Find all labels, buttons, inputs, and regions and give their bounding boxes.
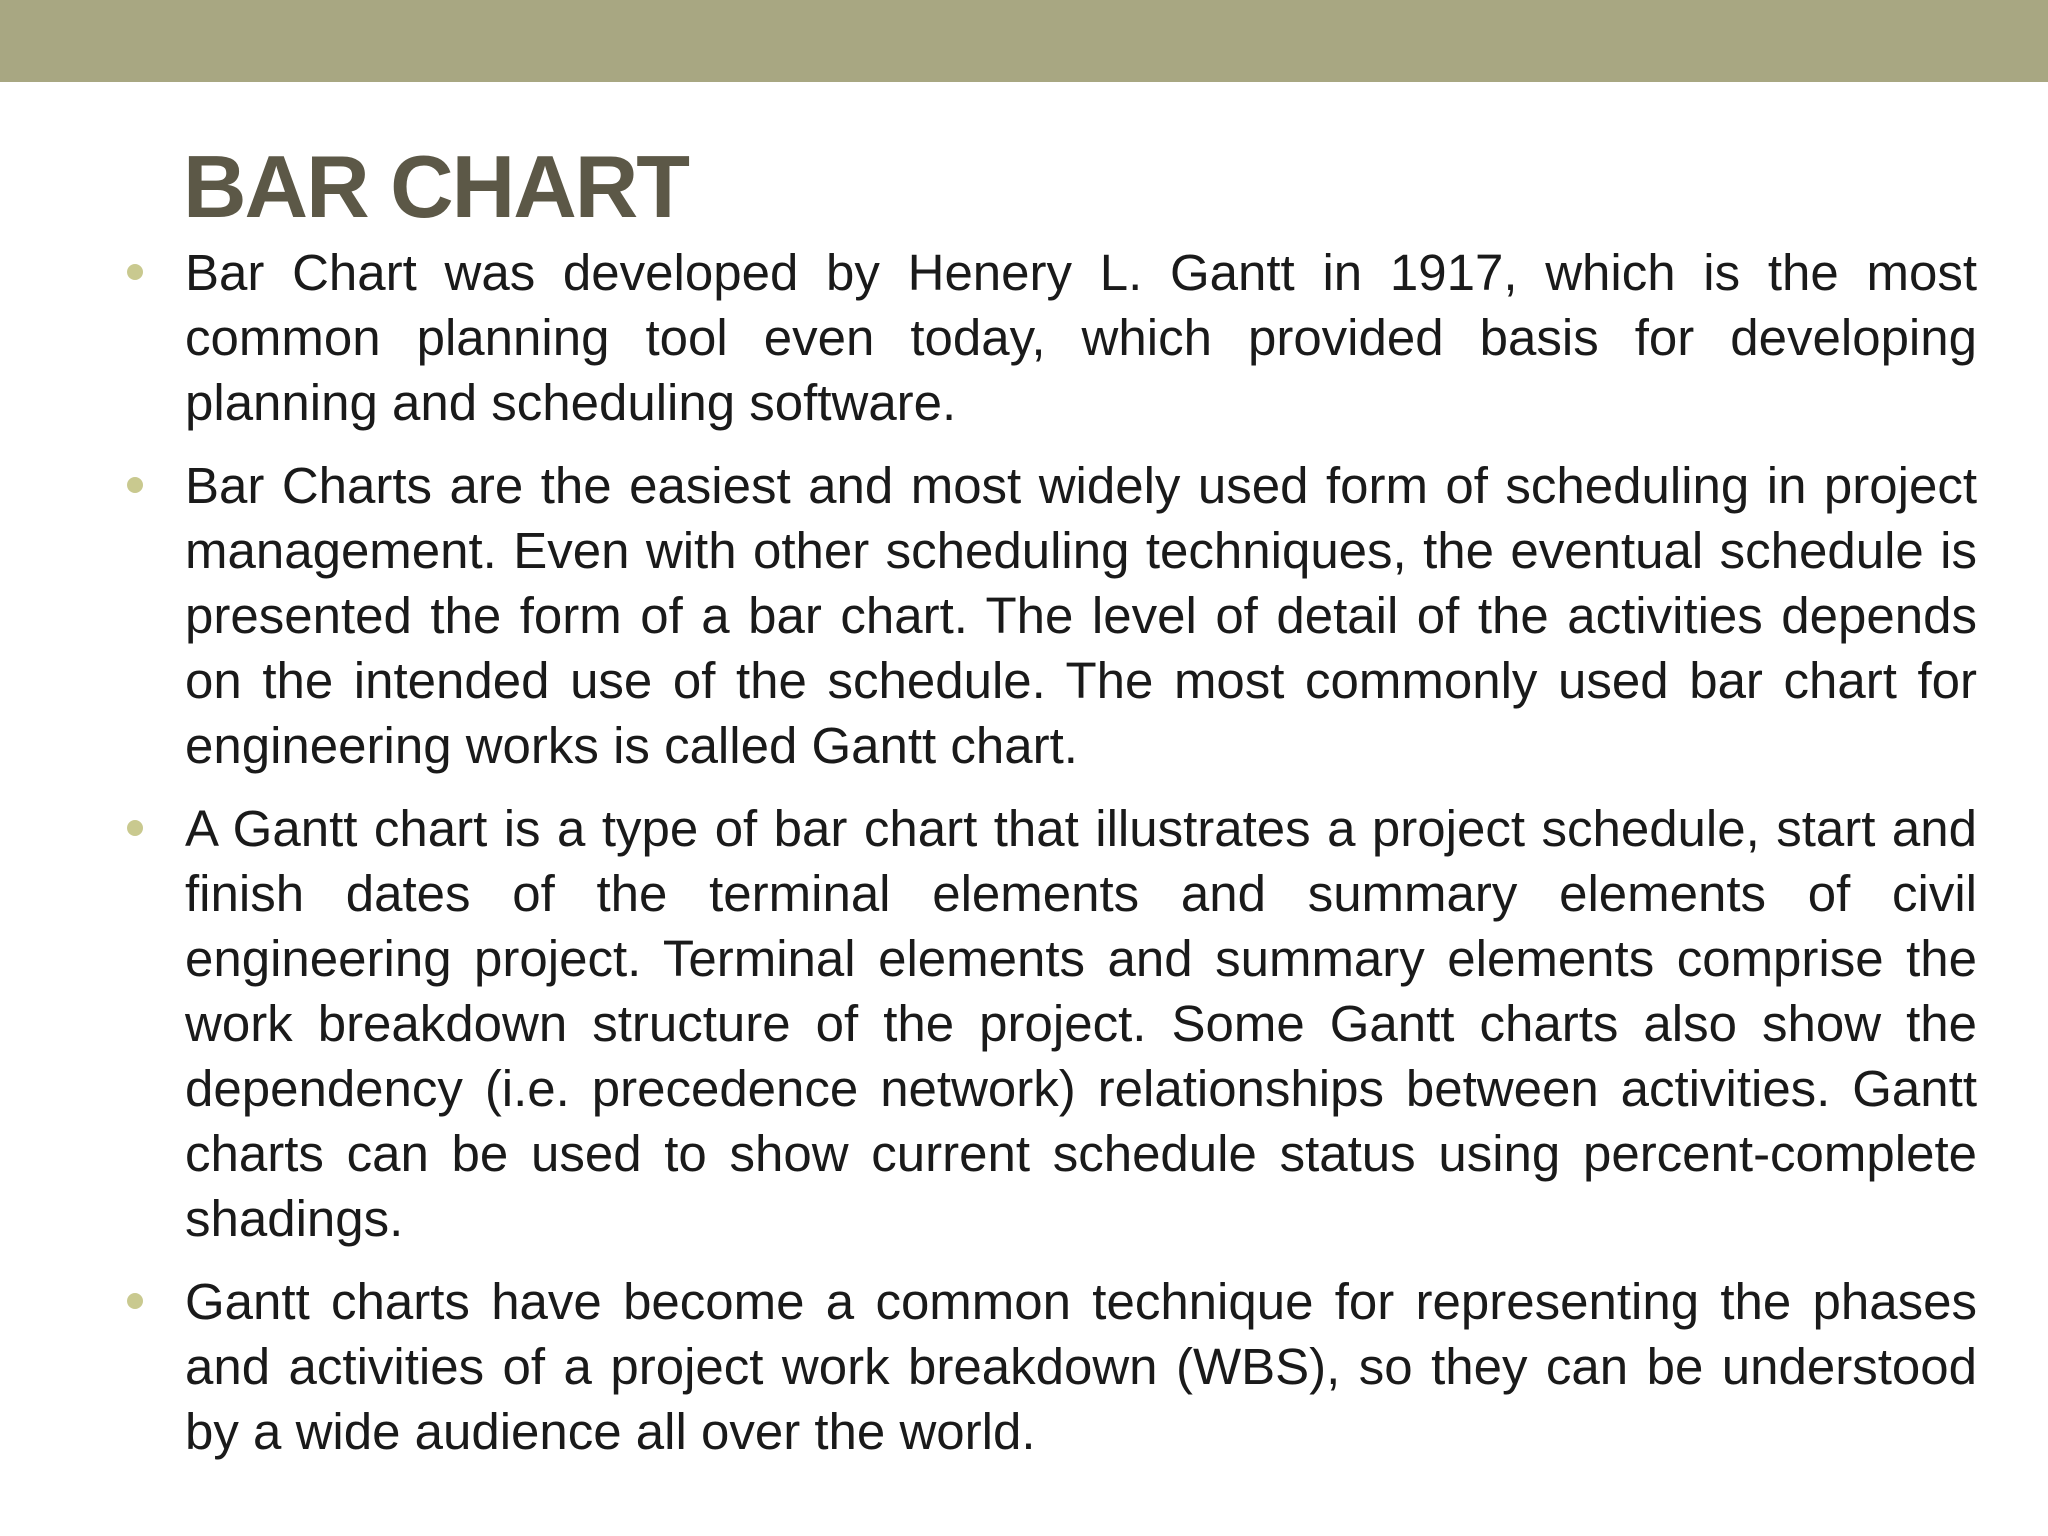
list-item (0, 1269, 2048, 1464)
list-item (0, 796, 2048, 1251)
slide-title: BAR CHART (183, 137, 689, 236)
bullet-dot-icon (127, 477, 143, 493)
bullet-text: Gantt charts have become a common technique for representing the phases and activities of a project work breakdown (WBS), so they can be understood by a wide audience all over the world. (185, 1273, 1977, 1460)
bullet-dot-icon (127, 264, 143, 280)
bullet-text: Bar Charts are the easiest and most widely used form of scheduling in project management. Even with other scheduling techniques, the eventual schedule is presented the form of a bar chart. The level of detail of the activities depends on the intended use of the schedule. The most commonly used bar chart for engineering works is called Gantt chart. (185, 457, 1977, 774)
bullet-text: Bar Chart was developed by Henery L. Gantt in 1917, which is the most common planning tool even today, which provided basis for developing planning and scheduling software. (185, 244, 1977, 431)
bullet-dot-icon (127, 820, 143, 836)
bullet-text: A Gantt chart is a type of bar chart that illustrates a project schedule, start and finish dates of the terminal elements and summary elements of civil engineering project. Terminal elements and summary elements comprise the work breakdown structure of the project. Some Gantt charts also show the dependency (i.e. precedence network) relationships between activities. Gantt charts can be used to show current schedule status using percent-complete shadings. (185, 800, 1977, 1247)
list-item (0, 453, 2048, 778)
header-band (0, 0, 2048, 82)
bullet-dot-icon (127, 1293, 143, 1309)
bullet-list (0, 240, 2048, 1482)
list-item (0, 240, 2048, 435)
